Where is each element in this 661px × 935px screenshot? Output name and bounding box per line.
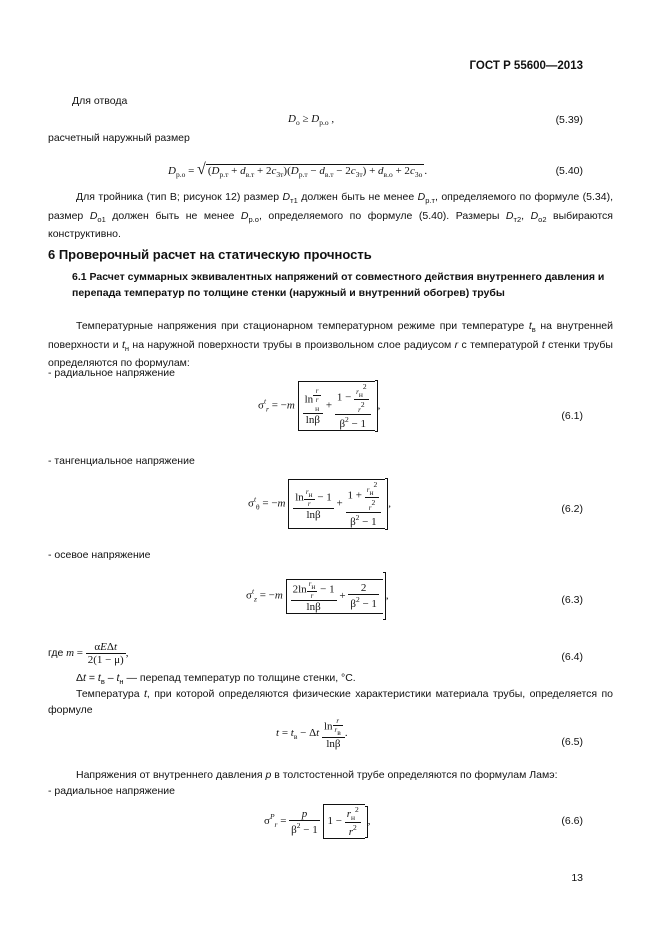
text-where: где (48, 647, 64, 660)
page-number: 13 (571, 872, 583, 884)
text-tee: Для тройника (тип В; рисунок 12) размер $D_{т1}$ должен быть не менее $D_{р.т}$, определяемого по формуле (5.34), размер $D_{о1}$ должен быть не менее $D_{р.о}$, определяемого по формуле (5.40). Размеры $D_{т2}$, $D_{о2}$ выбираются конструктивно. (48, 191, 613, 241)
eqno-6-6: (6.6) (561, 815, 583, 827)
text-lame: Напряжения от внутреннего давления p в толстостенной трубе определяются по формулам Ламэ: (76, 769, 558, 781)
formula-6-5: $t = t_в - \Delta t$ ln $\frac{r}{rв}$ lnβ . (276, 717, 348, 750)
formula-6-4: где m = $\frac{\text{αEΔt}}{2(1 - \mu)}$ , (48, 641, 129, 666)
doc-header: ГОСТ Р 55600—2013 (469, 60, 583, 72)
eqno-6-2: (6.2) (561, 503, 583, 515)
text-radial: - радиальное напряжение (48, 367, 176, 379)
text-delta-t: $\Delta t = t_в - t_н$ — перепад температур по толщине стенки, °С. (76, 672, 356, 686)
formula-6-3: $\sigma^t_z = -m$ 2ln $\frac{rн}{r}$ − 1 lnβ + $\frac{2}{\beta^2 - 1}$ , (246, 572, 389, 620)
text-temp-stresses: Температурные напряжения при стационарном температурном режиме при температуре $t_в$ на внутренней поверхности и $t_н$ на наружной поверхности трубы в произвольном слое радиусом r с температурой t стенки трубы определяются по формулам: (48, 320, 613, 370)
section-6-title: 6 Проверочный расчет на статическую прочность (48, 247, 372, 262)
text-design-outer: расчетный наружный размер (48, 132, 190, 144)
text-for-branch: Для отвода (72, 95, 128, 107)
text-temp-t: Температура t, при которой определяются физические характеристики материала трубы, определяется по формуле (48, 688, 614, 716)
formula-6-2: $\sigma^t_\theta = -m$ ln $\frac{rн}{r}$ − 1 lnβ + 1 + $\frac{rн2}{r2}$ $\beta^2 - 1$ , (248, 480, 391, 528)
eqno-6-3: (6.3) (561, 594, 583, 606)
formula-5-39: $D_о \ge D_{р.о}$ , (288, 113, 335, 127)
eqno-6-1: (6.1) (561, 410, 583, 422)
eqno-5-39: (5.39) (555, 114, 583, 126)
eqno-6-4: (6.4) (561, 651, 583, 663)
formula-5-40: $D_{р.о}$ = √ $(D_{р.т} + d_{в.т} + 2c_{3т})(D_{р.т} - d_{в.т} - 2c_{3т}) + d_{в.о} + 2c_{3о}$ . (168, 161, 428, 179)
eqno-5-40: (5.40) (555, 165, 583, 177)
text-axial: - осевое напряжение (48, 549, 151, 561)
text-tangential: - тангенциальное напряжение (48, 455, 195, 467)
section-6-1-title: 6.1 Расчет суммарных эквивалентных напряжений от совместного действия внутреннего давления и перепада температур по толщине стенки (наружный и внутренний обогрев) трубы (72, 271, 605, 299)
eqno-6-5: (6.5) (561, 736, 583, 748)
formula-6-6: $\sigma^P_r$ = $\frac{p}{\beta^2 - 1}$ 1 − $\frac{r_н^2}{r^2}$ , (264, 805, 371, 838)
formula-6-1: $\sigma^t_r = -m$ ln r r н lnβ + 1 − $\frac{rн2}{r2}$ $\beta^2 - 1$ , (258, 382, 381, 430)
text-radial-2: - радиальное напряжение (48, 785, 176, 797)
